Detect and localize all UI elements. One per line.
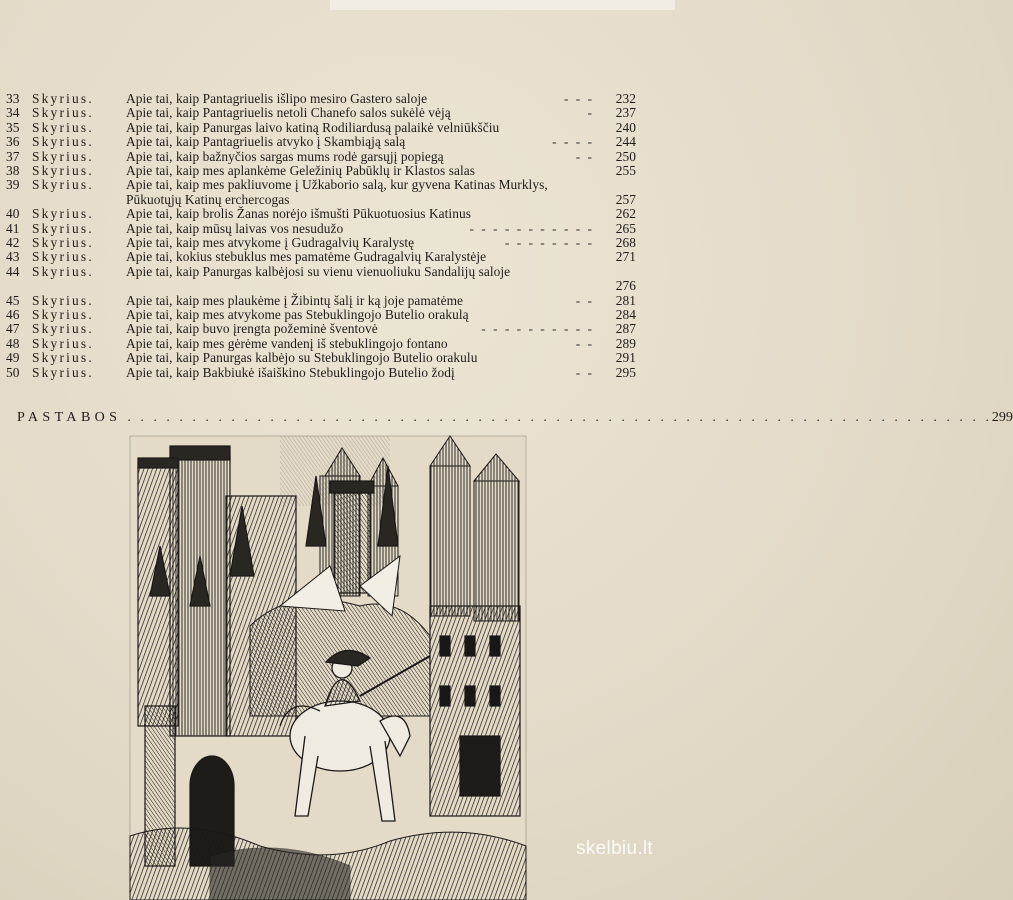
- page-number: 281: [615, 292, 636, 308]
- watermark: skelbiu.lt: [576, 838, 653, 859]
- chapter-label: Skyrius.: [32, 220, 94, 236]
- chapter-title: Apie tai, kaip brolis Žanas norėjo išmušti Pūkuotuosius Katinus: [126, 206, 471, 222]
- chapter-label: Skyrius.: [32, 105, 94, 121]
- chapter-label: Skyrius.: [32, 148, 94, 164]
- page-number: 276: [615, 278, 636, 294]
- table-of-contents: [6, 92, 636, 380]
- page-number: 299: [991, 410, 1013, 425]
- chapter-number: 36: [6, 134, 20, 150]
- notes-entry: [17, 410, 1013, 425]
- chapter-title: Apie tai, kaip mes pakliuvome į Užkaborio salą, kur gyvena Katinas Murklys, Pūkuotųjų Katinų erchercogas: [126, 177, 548, 207]
- page-number: 262: [615, 206, 636, 222]
- page-number: 250: [615, 148, 636, 164]
- chapter-title: Apie tai, kaip mes plaukėme į Žibintų šalį ir ką joje pamatėme: [126, 292, 464, 308]
- leader-dots: - -: [575, 335, 594, 351]
- page-number: 284: [615, 307, 636, 323]
- chapter-title: Apie tai, kaip Bakbiukė išaiškino Stebuklingojo Butelio žodį: [126, 364, 455, 380]
- toc-entry: [6, 322, 636, 336]
- toc-entry: [6, 337, 636, 351]
- toc-entry: [6, 178, 636, 207]
- chapter-title: Apie tai, kaip mes atvykome į Gudragalvių Karalystę: [126, 235, 415, 251]
- chapter-title: Apie tai, kaip mes aplankėme Geležinių Pabūklų ir Klastos salas: [126, 163, 475, 179]
- chapter-label: Skyrius.: [32, 235, 94, 251]
- chapter-title: Apie tai, kaip Pantagriuelis netoli Chanefo salos sukėlė vėją: [126, 105, 451, 121]
- chapter-number: 39: [6, 177, 20, 193]
- page-number: 287: [615, 321, 636, 337]
- chapter-title: Apie tai, kaip bažnyčios sargas mums rodė garsųjį popiegą: [126, 148, 444, 164]
- leader-dots: - -: [575, 364, 594, 380]
- chapter-label: Skyrius.: [32, 91, 94, 106]
- toc-entry: [6, 92, 636, 106]
- chapter-title: Apie tai, kaip mūsų laivas vos nesudužo: [126, 220, 344, 236]
- leader-dots: - - - - - - - -: [504, 235, 594, 251]
- leader-dots: - - - - - - - - - - -: [469, 220, 594, 236]
- chapter-label: Skyrius.: [32, 335, 94, 351]
- toc-entry: [6, 207, 636, 221]
- chapter-number: 34: [6, 105, 20, 121]
- chapter-number: 48: [6, 335, 20, 351]
- page-number: 295: [615, 364, 636, 380]
- toc-entry: [6, 236, 636, 250]
- leader-dots: - - - - - - - - - -: [481, 321, 594, 337]
- chapter-label: Skyrius.: [32, 321, 94, 337]
- toc-entry: [6, 308, 636, 322]
- chapter-number: 49: [6, 350, 20, 366]
- chapter-title: Apie tai, kokius stebuklus mes pamatėme Gudragalvių Karalystėje: [126, 249, 487, 265]
- chapter-label: Skyrius.: [32, 119, 94, 135]
- page-number: 265: [615, 220, 636, 236]
- chapter-label: Skyrius.: [32, 206, 94, 222]
- chapter-label: Skyrius.: [32, 307, 94, 323]
- page-number: 237: [615, 105, 636, 121]
- toc-entry: [6, 265, 636, 294]
- chapter-number: 33: [6, 91, 20, 106]
- leader-dots: - - - -: [552, 134, 594, 150]
- page-number: 289: [615, 335, 636, 351]
- chapter-title: Apie tai, kaip Panurgas kalbėjosi su vienu vienuoliuku Sandalijų saloje: [126, 263, 511, 279]
- page-edge: [330, 0, 675, 10]
- castle-procession-engraving-icon: [130, 436, 526, 900]
- chapter-title: Apie tai, kaip Pantagriuelis išlipo mesiro Gastero saloje: [126, 91, 428, 106]
- page-number: 232: [615, 91, 636, 106]
- leader-dots: - -: [575, 292, 594, 308]
- page-number: 257: [615, 191, 636, 207]
- chapter-number: 45: [6, 292, 20, 308]
- toc-entry: [6, 250, 636, 264]
- chapter-number: 37: [6, 148, 20, 164]
- toc-entry: [6, 150, 636, 164]
- page-number: 255: [615, 163, 636, 179]
- toc-entry: [6, 366, 636, 380]
- chapter-number: 40: [6, 206, 20, 222]
- chapter-label: Skyrius.: [32, 163, 94, 179]
- chapter-label: Skyrius.: [32, 292, 94, 308]
- chapter-title: Apie tai, kaip mes atvykome pas Stebuklingojo Butelio orakulą: [126, 307, 469, 323]
- page-number: 271: [615, 249, 636, 265]
- toc-entry: [6, 164, 636, 178]
- chapter-number: 38: [6, 163, 20, 179]
- chapter-label: Skyrius.: [32, 364, 94, 380]
- leader-dots: - -: [575, 148, 594, 164]
- chapter-title: Apie tai, kaip buvo įrengta požeminė šventovė: [126, 321, 378, 337]
- chapter-number: 50: [6, 364, 20, 380]
- chapter-number: 42: [6, 235, 20, 251]
- chapter-number: 47: [6, 321, 20, 337]
- toc-entry: [6, 106, 636, 120]
- chapter-title: Apie tai, kaip Panurgas kalbėjo su Stebuklingojo Butelio orakulu: [126, 350, 478, 366]
- chapter-label: Skyrius.: [32, 350, 94, 366]
- page-number: 291: [615, 350, 636, 366]
- leader-dots: . . . . . . . . . . . . . . . . . . . . . . . . . . . . . . . . . . . . . . . . . . . . . . . . . . . . . . . . . . . . . . . . . . .: [127, 410, 992, 425]
- chapter-title: Apie tai, kaip Pantagriuelis atvyko į Skambiąją salą: [126, 134, 406, 150]
- chapter-label: Skyrius.: [32, 249, 94, 265]
- toc-entry: [6, 351, 636, 365]
- notes-label: PASTABOS: [17, 410, 122, 425]
- chapter-label: Skyrius.: [32, 263, 94, 279]
- toc-entry: [6, 222, 636, 236]
- page-number: 268: [615, 235, 636, 251]
- chapter-number: 44: [6, 263, 20, 279]
- chapter-number: 35: [6, 119, 20, 135]
- toc-entry: [6, 121, 636, 135]
- toc-entry: [6, 294, 636, 308]
- chapter-number: 41: [6, 220, 20, 236]
- leader-dots: - - -: [563, 91, 594, 106]
- page-number: 240: [615, 119, 636, 135]
- chapter-label: Skyrius.: [32, 177, 94, 193]
- chapter-number: 43: [6, 249, 20, 265]
- chapter-number: 46: [6, 307, 20, 323]
- toc-entry: [6, 135, 636, 149]
- chapter-title: Apie tai, kaip mes gėrėme vandenį iš stebuklingojo fontano: [126, 335, 448, 351]
- leader-dots: -: [587, 105, 594, 121]
- chapter-title: Apie tai, kaip Panurgas laivo katiną Rodiliardusą palaikė velniūkščiu: [126, 119, 500, 135]
- chapter-label: Skyrius.: [32, 134, 94, 150]
- page-number: 244: [615, 134, 636, 150]
